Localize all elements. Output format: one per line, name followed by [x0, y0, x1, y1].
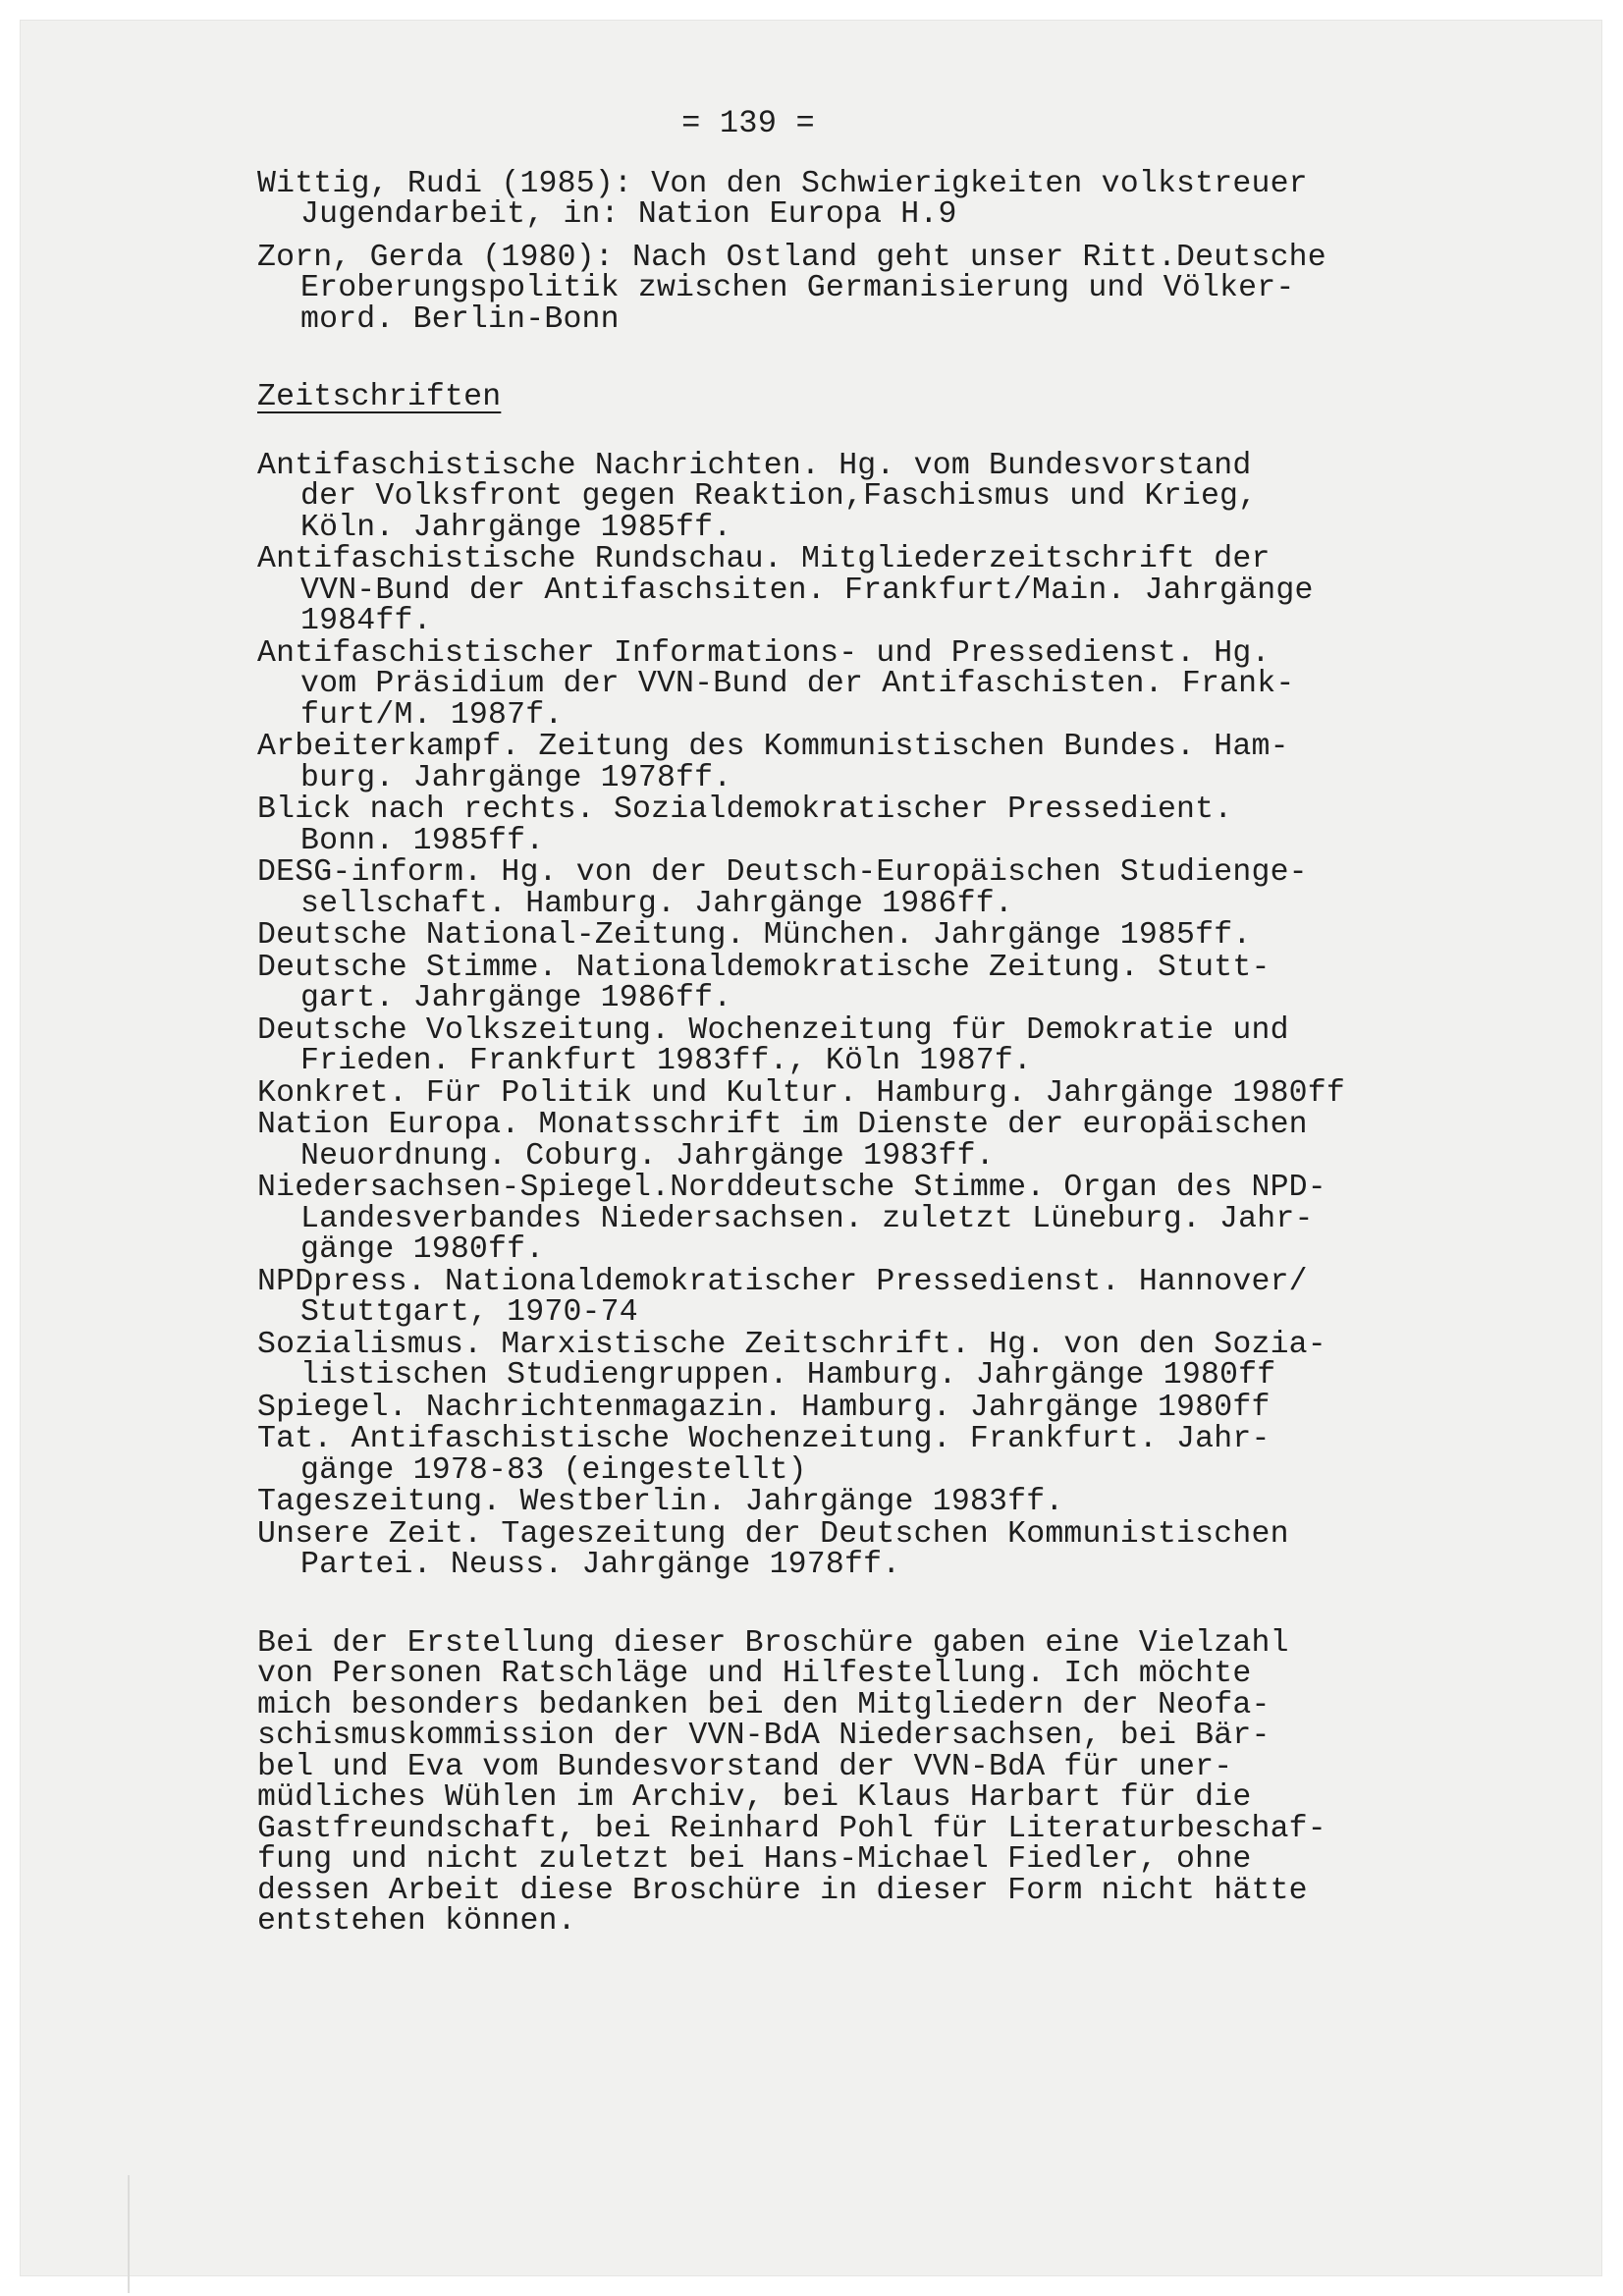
periodical-entry: NPDpress. Nationaldemokratischer Pressedienst. Hannover/ Stuttgart, 1970-74 — [257, 1264, 1308, 1330]
periodical-entry: Antifaschistischer Informations- und Pressedienst. Hg. vom Präsidium der VVN-Bund der Antifaschisten. Frank- furt/M. 1987f. — [257, 635, 1295, 733]
periodical-entry: Blick nach rechts. Sozialdemokratischer Pressedient. Bonn. 1985ff. — [257, 793, 1233, 858]
periodical-entry: Tat. Antifaschistische Wochenzeitung. Frankfurt. Jahr- gänge 1978-83 (eingestellt) — [257, 1422, 1271, 1488]
periodicals-list — [257, 448, 1475, 1582]
bibliography-entry: Zorn, Gerda (1980): Nach Ostland geht unser Ritt.Deutsche Eroberungspolitik zwischen Germanisierung und Völker- mord. Berlin-Bonn — [257, 240, 1326, 337]
periodical-entry: Arbeiterkampf. Zeitung des Kommunistischen Bundes. Ham- burg. Jahrgänge 1978ff. — [257, 730, 1289, 795]
bibliography-entry: Wittig, Rudi (1985): Von den Schwierigkeiten volkstreuer Jugendarbeit, in: Nation Europa H.9 — [257, 166, 1308, 232]
periodical-entry: Antifaschistische Nachrichten. Hg. vom Bundesvorstand der Volksfront gegen Reaktion,Faschismus und Krieg, Köln. Jahrgänge 1985ff. — [257, 448, 1258, 545]
document-page — [20, 20, 1602, 2276]
acknowledgement-paragraph: Bei der Erstellung dieser Broschüre gaben eine Vielzahl von Personen Ratschläge und Hilfestellung. Ich möchte mich besonders bedanken bei den Mitgliedern der Neofa- schismuskommission der VVN-BdA Niedersachsen, bei Bär- bel und Eva vom Bundesvorstand der VVN-BdA für uner- müdliches Wühlen im Archiv, bei Klaus Harbart für die Gastfreundschaft, bei Reinhard Pohl für Literaturbeschaf- fung und nicht zuletzt bei Hans-Michael Fiedler, ohne dessen Arbeit diese Broschüre in dieser Form nicht hätte entstehen können. — [257, 1625, 1326, 1939]
periodical-entry: Unsere Zeit. Tageszeitung der Deutschen Kommunistischen Partei. Neuss. Jahrgänge 1978ff. — [257, 1516, 1289, 1582]
scan-artifact-line — [128, 2175, 130, 2293]
periodical-entry: Konkret. Für Politik und Kultur. Hamburg. Jahrgänge 1980ff — [257, 1075, 1345, 1111]
periodical-entry: Sozialismus. Marxistische Zeitschrift. Hg. von den Sozia- listischen Studiengruppen. Hamburg. Jahrgänge 1980ff — [257, 1327, 1326, 1393]
page-content — [257, 105, 1475, 1939]
periodical-entry: Deutsche Stimme. Nationaldemokratische Zeitung. Stutt- gart. Jahrgänge 1986ff. — [257, 950, 1271, 1015]
periodical-entry: DESG-inform. Hg. von der Deutsch-Europäischen Studienge- sellschaft. Hamburg. Jahrgänge 1986ff. — [257, 855, 1308, 921]
periodical-entry: Antifaschistische Rundschau. Mitgliederzeitschrift der VVN-Bund der Antifaschsiten. Frankfurt/Main. Jahrgänge 1984ff. — [257, 542, 1314, 638]
page-number: = 139 = — [681, 105, 815, 141]
periodical-entry: Tageszeitung. Westberlin. Jahrgänge 1983ff. — [257, 1485, 1064, 1519]
periodical-entry: Niedersachsen-Spiegel.Norddeutsche Stimme. Organ des NPD- Landesverbandes Niedersachsen. zuletzt Lüneburg. Jahr- gänge 1980ff. — [257, 1171, 1326, 1267]
section-heading: Zeitschriften — [257, 380, 502, 414]
periodical-entry: Deutsche Volkszeitung. Wochenzeitung für Demokratie und Frieden. Frankfurt 1983ff., Köln 1987f. — [257, 1012, 1289, 1078]
periodical-entry: Deutsche National-Zeitung. München. Jahrgänge 1985ff. — [257, 918, 1252, 953]
bibliography-list — [257, 166, 1475, 337]
periodical-entry: Spiegel. Nachrichtenmagazin. Hamburg. Jahrgänge 1980ff — [257, 1390, 1271, 1425]
periodical-entry: Nation Europa. Monatsschrift im Dienste der europäischen Neuordnung. Coburg. Jahrgänge 1983ff. — [257, 1108, 1308, 1174]
